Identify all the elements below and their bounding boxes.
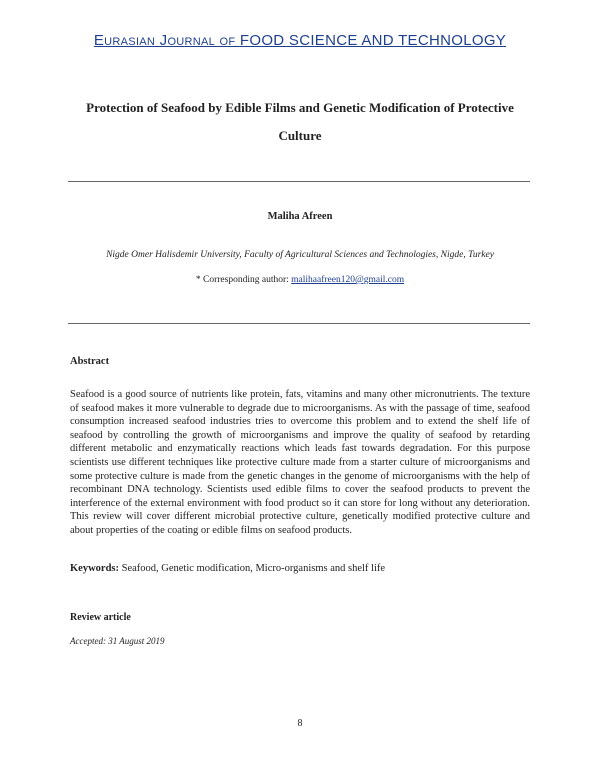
journal-header — [0, 32, 600, 49]
journal-name-part2: FOOD SCIENCE AND TECHNOLOGY — [239, 32, 507, 49]
journal-name-part1: Eurasian Journal of — [93, 32, 240, 49]
accepted-date: Accepted: 31 August 2019 — [70, 636, 165, 646]
author-name: Maliha Afreen — [267, 211, 333, 222]
abstract-text: Seafood is a good source of nutrients like protein, fats, vitamins and many other micronutrients. The texture of seafood makes it more vulnerable to degrade due to microorganisms. As with the passage of time, seafood consumption increased seafood industries tries to overcome this problem and to extend the shelf life of seafood by controlling the growth of microorganisms and improve the quality of seafood by retarding different metabolic and enzymatically reactions which leads fast towards degradation. For this purpose scientists use different techniques like protective culture made from a starter culture of microorganisms and some protective culture is made from the genetic changes in the genome of microorganisms with the help of recombinant DNA technology. Scientists used edible films to cover the seafood products to prevent the interference of the external environment with food product so it can store for long without any deterioration. This review will cover different microbial protective culture, genetically modified protective culture and about properties of the coating or edible films on seafood products. — [70, 389, 530, 536]
keywords-label: Keywords: — [70, 563, 119, 574]
keywords-text: Seafood, Genetic modification, Micro-organisms and shelf life — [119, 563, 386, 574]
keywords — [70, 563, 530, 574]
article-type: Review article — [70, 612, 131, 623]
corresponding-email-link[interactable]: malihaafreen120@gmail.com — [291, 275, 405, 285]
author-affiliation: Nigde Omer Halisdemir University, Faculty of Agricultural Sciences and Technologies, Nigde, Turkey — [106, 250, 494, 260]
page-number: 8 — [297, 718, 303, 729]
divider-bottom — [68, 323, 530, 324]
divider-top — [68, 181, 530, 182]
corresponding-label: * Corresponding author: — [195, 275, 289, 285]
corresponding-author — [0, 275, 600, 285]
abstract-heading: Abstract — [70, 356, 110, 367]
paper-title: Protection of Seafood by Edible Films and Genetic Modification of Protective Culture — [86, 100, 514, 143]
